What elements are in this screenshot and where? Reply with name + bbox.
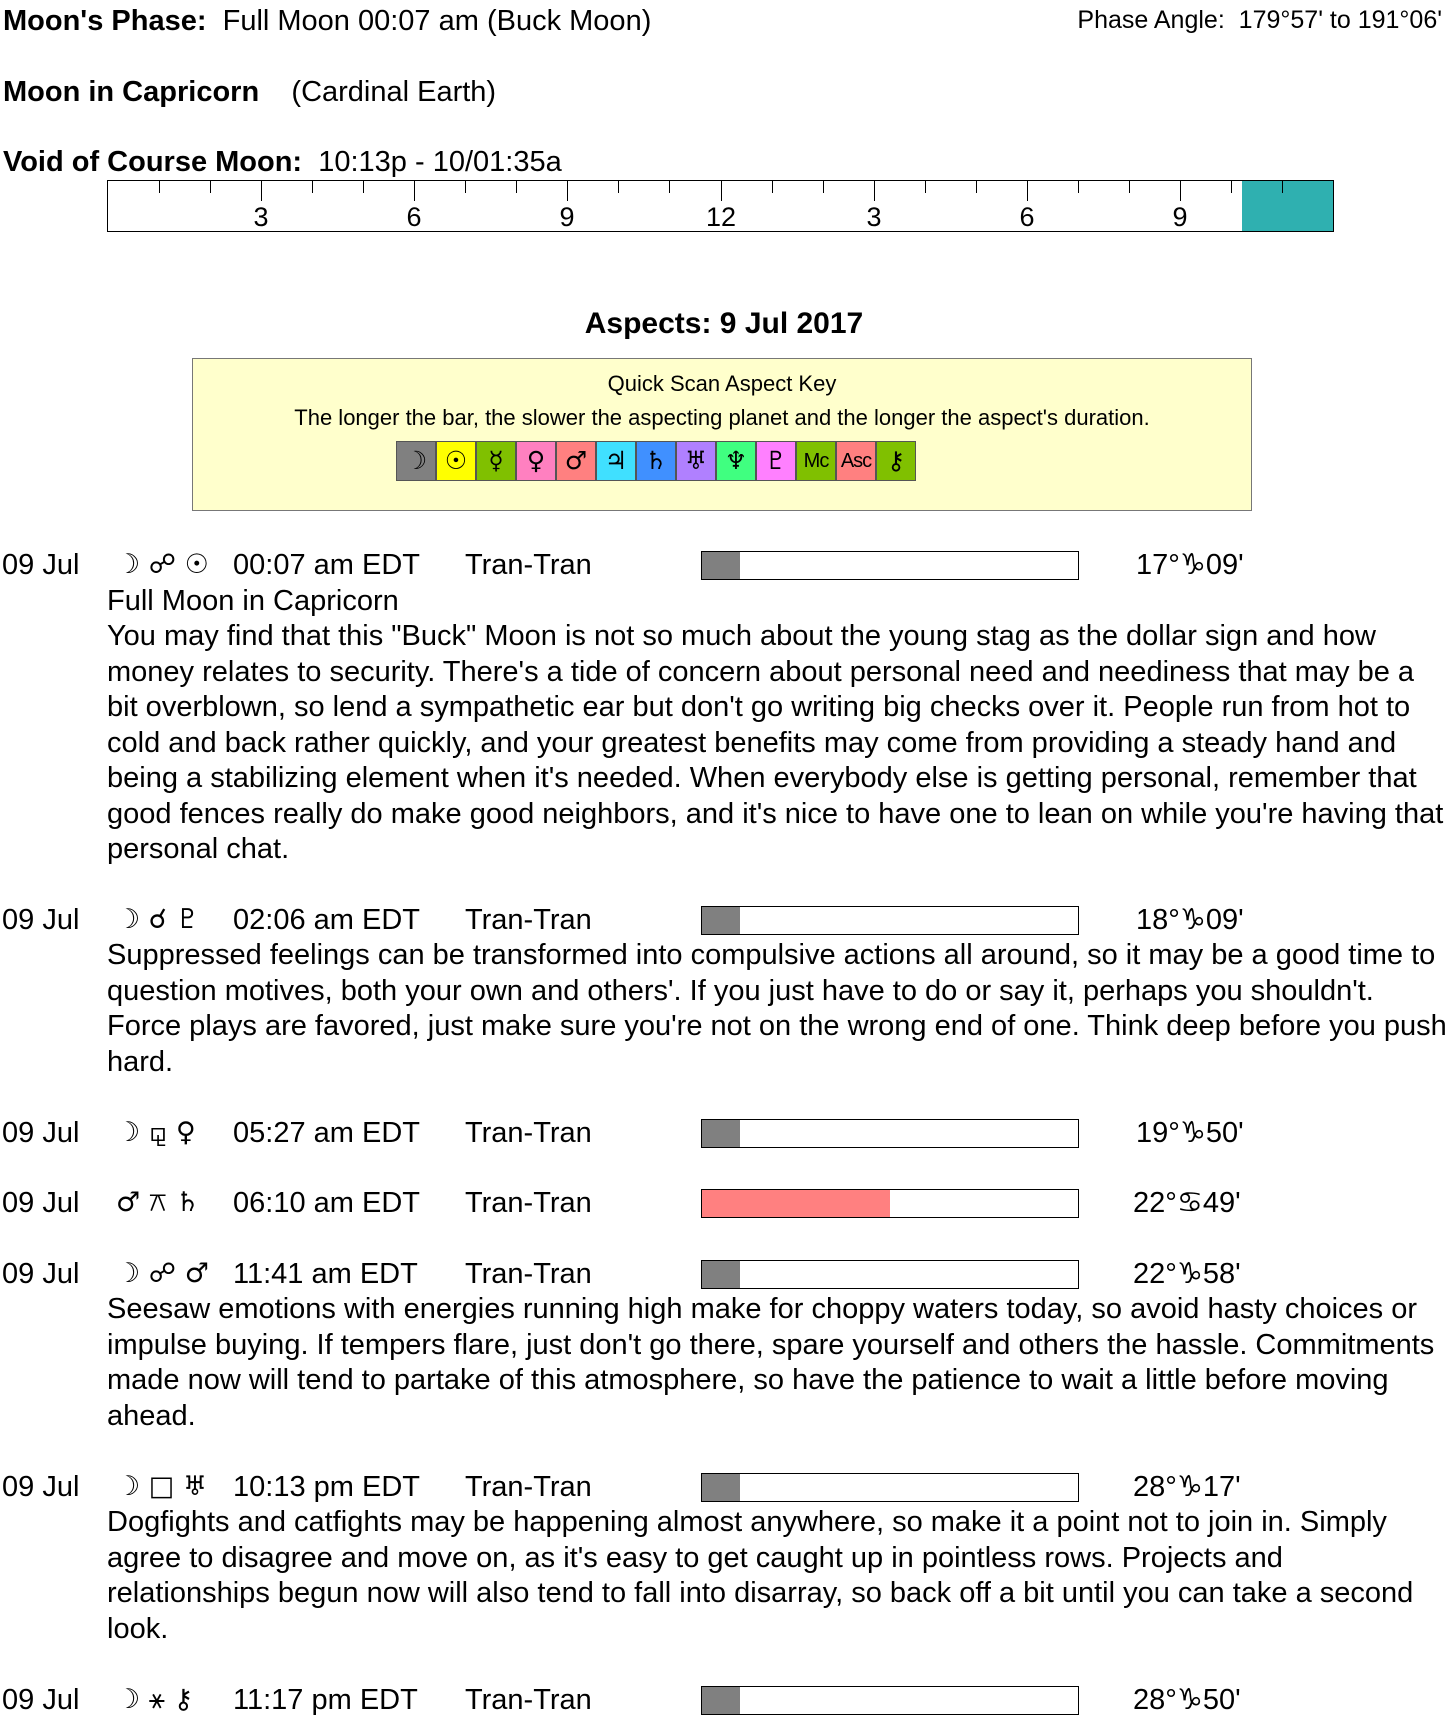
timeline-tick xyxy=(1180,181,1181,201)
key-jupiter-icon: ♃ xyxy=(596,441,636,481)
aspect-duration-bar xyxy=(701,1119,1079,1148)
moon-sign-element: (Cardinal Earth) xyxy=(291,76,497,108)
aspect-time: 10:13 pm EDT xyxy=(233,1471,420,1503)
timeline-tick xyxy=(721,181,722,201)
aspect-description: Dogfights and catfights may be happening almost anywhere, so make it a point not to join in. Simply agree to disagree and move on, as it's easy to get caught up in pointless rows. Projects and relationships begun now will also tend to fall into disarray, so back off a bit until you can take a second look. xyxy=(107,1506,1414,1645)
aspect-date: 09 Jul xyxy=(2,1471,80,1503)
aspect-glyphs: ☽ ⚼ ♀ xyxy=(116,1117,196,1148)
aspect-type: Tran-Tran xyxy=(465,904,592,936)
phase-angle-label: Phase Angle: xyxy=(1077,6,1225,34)
timeline-tick xyxy=(669,181,670,193)
timeline-tick xyxy=(1027,181,1028,201)
timeline-tick xyxy=(1282,181,1283,193)
moon-sign-label: Moon in Capricorn xyxy=(3,76,260,108)
aspect-duration-fill xyxy=(702,1474,740,1501)
aspect-glyphs: ☽ ☍ ☉ xyxy=(116,549,209,580)
aspect-duration-bar xyxy=(701,1686,1079,1715)
aspect-date: 09 Jul xyxy=(2,904,80,936)
timeline-tick xyxy=(618,181,619,193)
void-of-course-label: Void of Course Moon: xyxy=(3,146,303,178)
aspect-glyphs: ☽ ☌ ♇ xyxy=(116,904,200,935)
aspect-date: 09 Jul xyxy=(2,1187,80,1219)
aspect-time: 02:06 am EDT xyxy=(233,904,420,936)
aspect-date: 09 Jul xyxy=(2,1684,80,1716)
aspect-type: Tran-Tran xyxy=(465,1684,592,1716)
aspect-type: Tran-Tran xyxy=(465,549,592,581)
aspect-duration-fill xyxy=(702,1190,890,1217)
key-mercury-icon: ☿ xyxy=(476,441,516,481)
void-of-course-timeline xyxy=(107,180,1334,232)
aspect-type: Tran-Tran xyxy=(465,1117,592,1149)
timeline-tick xyxy=(516,181,517,193)
timeline-hour-label: 12 xyxy=(706,202,737,232)
aspect-duration-fill xyxy=(702,1261,740,1288)
aspect-duration-bar xyxy=(701,1473,1079,1502)
aspect-description: Seesaw emotions with energies running high make for choppy waters today, so avoid hasty choices or impulse buying. If tempers flare, just don't go there, spare yourself and others the hassle. Commitments made now will tend to partake of this atmosphere, so have the patience to wait a little before moving ahead. xyxy=(107,1293,1435,1432)
void-of-course-line xyxy=(3,145,562,179)
timeline-hour-label: 6 xyxy=(406,202,422,232)
aspect-degree: 17°♑09' xyxy=(1136,549,1244,581)
aspect-glyphs: ☽ ⚹ ⚷ xyxy=(116,1684,194,1715)
timeline-tick xyxy=(414,181,415,201)
timeline-hour-label: 6 xyxy=(1019,202,1035,232)
aspect-type: Tran-Tran xyxy=(465,1471,592,1503)
aspect-time: 00:07 am EDT xyxy=(233,549,420,581)
aspect-glyphs: ♂ ⚻ ♄ xyxy=(116,1187,200,1218)
timeline-hour-label: 3 xyxy=(253,202,269,232)
phase-angle-value: 179°57' to 191°06' xyxy=(1238,6,1442,34)
timeline-tick xyxy=(976,181,977,193)
aspect-time: 06:10 am EDT xyxy=(233,1187,420,1219)
timeline-tick xyxy=(567,181,568,201)
aspect-duration-fill xyxy=(702,1120,740,1147)
aspect-time: 11:17 pm EDT xyxy=(233,1684,418,1716)
aspect-description: Suppressed feelings can be transformed into compulsive actions all around, so it may be a good time to question motives, both your own and others'. If you just have to do or say it, perhaps you shouldn't. Force plays are favored, just make sure you're not on the wrong end of one. Think deep before you push hard. xyxy=(107,939,1447,1078)
key-uranus-icon: ♅ xyxy=(676,441,716,481)
aspect-date: 09 Jul xyxy=(2,1258,80,1290)
key-ascendant-icon: Asc xyxy=(836,441,876,481)
void-of-course-value: 10:13p - 10/01:35a xyxy=(318,146,562,178)
aspect-degree: 22°♋49' xyxy=(1133,1187,1241,1219)
aspect-duration-bar xyxy=(701,906,1079,935)
aspect-duration-bar xyxy=(701,1260,1079,1289)
aspect-degree: 18°♑09' xyxy=(1136,904,1244,936)
aspect-degree: 22°♑58' xyxy=(1133,1258,1241,1290)
aspect-degree: 28°♑17' xyxy=(1133,1471,1241,1503)
aspect-type: Tran-Tran xyxy=(465,1187,592,1219)
aspect-glyphs: ☽ ☍ ♂ xyxy=(116,1258,209,1289)
aspect-glyphs: ☽ □ ♅ xyxy=(116,1471,208,1502)
timeline-hour-label: 3 xyxy=(866,202,882,232)
timeline-tick xyxy=(210,181,211,193)
aspect-date: 09 Jul xyxy=(2,549,80,581)
key-midheaven-icon: Mc xyxy=(796,441,836,481)
aspect-key-description: The longer the bar, the slower the aspecting planet and the longer the aspect's duration. xyxy=(294,405,1150,430)
aspect-degree: 19°♑50' xyxy=(1136,1117,1244,1149)
timeline-tick xyxy=(363,181,364,193)
key-venus-icon: ♀ xyxy=(516,441,556,481)
aspect-degree: 28°♑50' xyxy=(1133,1684,1241,1716)
timeline-tick xyxy=(1231,181,1232,193)
timeline-tick xyxy=(925,181,926,193)
aspect-key-title: Quick Scan Aspect Key xyxy=(607,371,837,396)
timeline-tick xyxy=(772,181,773,193)
key-sun-icon: ☉ xyxy=(436,441,476,481)
phase-angle-line xyxy=(1077,5,1442,35)
moon-phase-label: Moon's Phase: xyxy=(3,5,207,37)
key-pluto-icon: ♇ xyxy=(756,441,796,481)
key-mars-icon: ♂ xyxy=(556,441,596,481)
aspect-time: 11:41 am EDT xyxy=(233,1258,418,1290)
timeline-tick xyxy=(1129,181,1130,193)
timeline-tick xyxy=(312,181,313,193)
key-neptune-icon: ♆ xyxy=(716,441,756,481)
aspect-description: You may find that this "Buck" Moon is not so much about the young stag as the dollar sign and how money relates to security. There's a tide of concern about personal need and neediness that may be a bit overblown, so lend a sympathetic ear but don't go writing big checks over it. People run from hot to cold and back rather quickly, and your greatest benefits may come from providing a steady hand and being a stabilizing element when it's needed. When everybody else is getting personal, remember that good fences really do make good neighbors, and it's nice to have one to lean on while you're having that personal chat. xyxy=(107,620,1444,865)
moon-phase-value: Full Moon 00:07 am (Buck Moon) xyxy=(222,5,652,37)
aspect-title: Full Moon in Capricorn xyxy=(107,585,399,617)
aspect-duration-bar xyxy=(701,1189,1079,1218)
void-of-course-fill xyxy=(1242,181,1333,231)
timeline-hour-label: 9 xyxy=(1172,202,1188,232)
key-chiron-icon: ⚷ xyxy=(876,441,916,481)
moon-phase-line xyxy=(3,4,651,38)
timeline-hour-label: 9 xyxy=(559,202,575,232)
timeline-tick xyxy=(874,181,875,201)
aspect-duration-bar xyxy=(701,551,1079,580)
timeline-tick xyxy=(1078,181,1079,193)
moon-sign-line xyxy=(3,75,496,109)
key-moon-icon: ☽ xyxy=(396,441,436,481)
timeline-tick xyxy=(159,181,160,193)
aspect-time: 05:27 am EDT xyxy=(233,1117,420,1149)
timeline-tick xyxy=(261,181,262,201)
aspect-key xyxy=(192,358,1252,511)
aspect-key-planets xyxy=(396,441,916,481)
aspect-type: Tran-Tran xyxy=(465,1258,592,1290)
timeline-tick xyxy=(823,181,824,193)
key-saturn-icon: ♄ xyxy=(636,441,676,481)
aspect-date: 09 Jul xyxy=(2,1117,80,1149)
aspect-duration-fill xyxy=(702,1687,740,1714)
aspects-title: Aspects: 9 Jul 2017 xyxy=(584,307,864,340)
aspect-duration-fill xyxy=(702,552,740,579)
timeline-tick xyxy=(465,181,466,193)
aspect-duration-fill xyxy=(702,907,740,934)
